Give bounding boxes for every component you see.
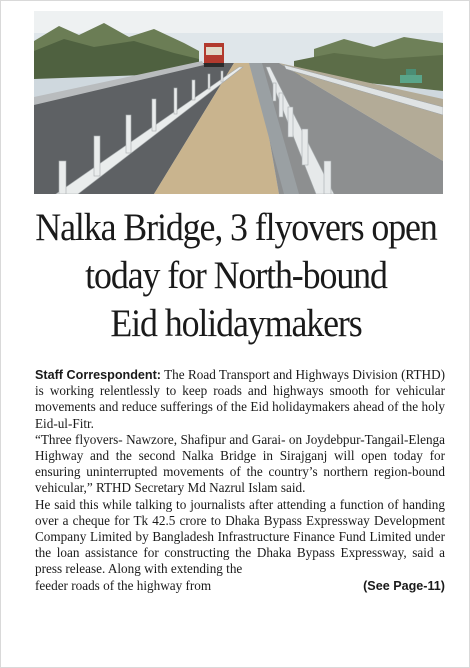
article-paragraph-2: “Three flyovers- Nawzore, Shafipur and Garai- on Joydebpur-Tangail-Elenga Highway and the second Nalka Bridge in Sirajganj will open today for ensuring uninterrupted movements of the country’s northern region-bound vehicular,” RTHD Secretary Md Nazrul Islam said. — [35, 431, 445, 496]
headline-line-1: Nalka Bridge, 3 flyovers open — [35, 206, 437, 249]
headline-line-3: Eid holidaymakers — [110, 302, 362, 345]
highway-photo-illustration — [34, 11, 443, 194]
highway-photo — [34, 11, 443, 194]
article-body — [35, 367, 445, 594]
paragraph-3-last-line: feeder roads of the highway from — [35, 577, 212, 593]
article-last-line — [35, 578, 445, 594]
headline-line-2: today for North-bound — [85, 254, 387, 297]
paragraph-1-text: The Road Transport and Highways Division (RTHD) is working relentlessly to keep roads and highways smooth for vehicular movements and reduce sufferings of the Eid holidaymakers ahead of the holy Eid-ul-Fitr. — [35, 367, 445, 431]
continued-on-page-link: (See Page-11) — [363, 578, 445, 593]
article-headline — [29, 204, 443, 348]
article-paragraph-3: He said this while talking to journalists after attending a function of handing over a cheque for Tk 42.5 crore to Dhaka Bypass Expressway Development Company Limited by Bangladesh Infrastructure Finance Fund Limited under the loan assistance for constructing the Dhaka Bypass Expressway, said a press release. Along with extending the — [35, 496, 445, 577]
byline: Staff Correspondent: — [35, 368, 161, 382]
article-paragraph-1 — [35, 367, 445, 432]
